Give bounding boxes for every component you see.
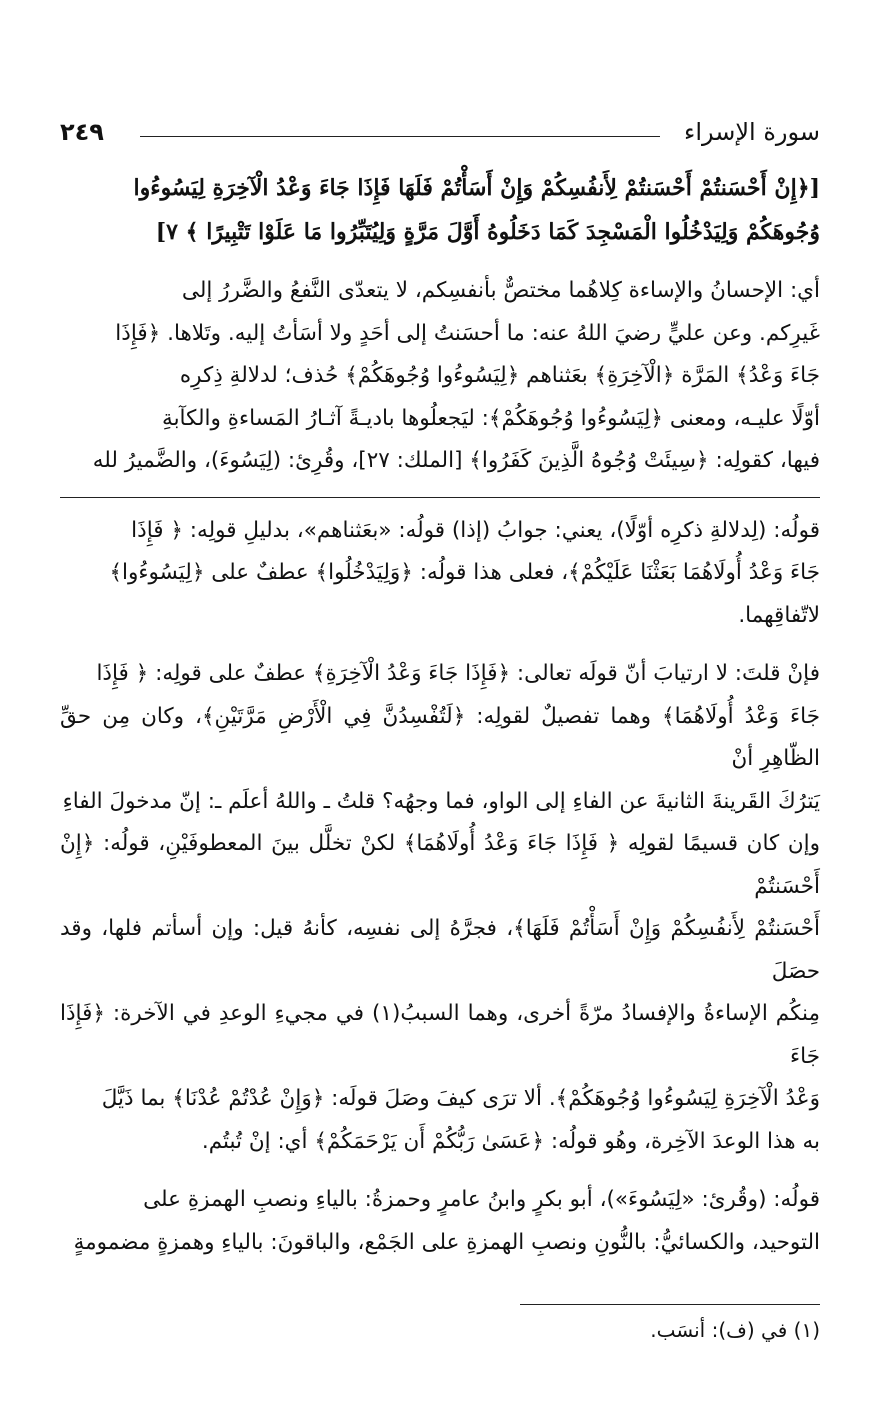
gloss-line: وَعْدُ الْآخِرَةِ لِيَسُوءُوا وُجُوهَكُمْ﴾. ألا ترَى كيفَ وصَلَ قولَه: ﴿وَإِنْ عُدْتُمْ عُدْنَا﴾ بما ذَيَّلَ: [101, 1086, 820, 1111]
gloss-line: وإن كان قسيمًا لقولِه ﴿ فَإِذَا جَاءَ وَعْدُ أُولَاهُمَا﴾ لكنْ تخلَّل بينَ المعطوفَيْنِ، قولُه: ﴿إِنْ أَحْسَنتُمْ: [60, 831, 820, 899]
footnote-rule: [520, 1304, 820, 1305]
gloss-block-1: [60, 510, 820, 638]
surah-title: سورة الإسراء: [684, 118, 820, 146]
commentary-line: أوّلًا عليـه، ومعنى ﴿لِيَسُوءُوا وُجُوهَكُمْ﴾: ليَجعلُوها باديـةً آثـارُ المَساءةِ والكآبةِ: [162, 405, 820, 431]
gloss-line: جَاءَ وَعْدُ أُولَاهُمَا بَعَثْنَا عَلَيْكُمْ﴾، فعلى هذا قولُه: ﴿وَلِيَدْخُلُوا﴾ عطفٌ على ﴿لِيَسُوءُوا﴾: [109, 560, 820, 585]
commentary-block: [60, 270, 820, 483]
page: [60, 110, 820, 1347]
gloss-block-3: [60, 1179, 820, 1264]
gloss-line: التوحيد، والكسائيُّ: بالنُّونِ ونصبِ الهمزةِ على الجَمْع، والباقونَ: بالياءِ وهمزةٍ مضمومةٍ: [73, 1229, 820, 1255]
commentary-line: غَيرِكم. وعن عليٍّ رضيَ اللهُ عنه: ما أحسَنتُ إلى أحَدٍ ولا أسَأتُ إليه. وتَلاها. ﴿فَإِذَا: [115, 320, 820, 346]
footnote: (١) في (ف): أنسَب.: [650, 1318, 820, 1342]
gloss-line: به هذا الوعدَ الآخِرة، وهُو قولُه: ﴿عَسَىٰ رَبُّكُمْ أَن يَرْحَمَكُمْ﴾ أي: إنْ تُبتُم.: [201, 1128, 820, 1154]
gloss-line: مِنكُم الإساءةُ والإفسادُ مرّةً أخرى، وهما السببُ(١) في مجيءِ الوعدِ في الآخرة: ﴿فَإِذَا جَاءَ: [60, 1001, 820, 1069]
gloss-line: أَحْسَنتُمْ لِأَنفُسِكُمْ وَإِنْ أَسَأْتُمْ فَلَهَا﴾، فجرَّهُ إلى نفسِه، كأنهُ قيل: وإن أسأتم فلها، وقد حصَلَ: [60, 916, 820, 984]
page-header: [60, 110, 820, 156]
gloss-line: جَاءَ وَعْدُ أُولَاهُمَا﴾ وهما تفصيلٌ لقولِه: ﴿لَتُفْسِدُنَّ فِي الْأَرْضِ مَرَّتَيْنِ﴾، وكان مِن حقِّ الظّاهِرِ أنْ: [60, 703, 820, 771]
verse-block: [60, 166, 820, 254]
gloss-line: يَترُكَ القَرينةَ الثانيةَ عن الفاءِ إلى الواو، فما وجهُه؟ قلتُ ـ واللهُ أعلَم ـ: إنّ مدخولَ الفاءِ: [62, 788, 820, 814]
gloss-line: قولُه: (لِدلالةِ ذكرِه أوّلًا)، يعني: جوابُ (إذا) قولُه: «بعَثناهم»، بدليلِ قولِه: ﴿ فَإِذَا: [131, 517, 820, 543]
commentary-line: فيها، كقولِه: ﴿سِيئَتْ وُجُوهُ الَّذِينَ كَفَرُوا﴾ [الملك: ٢٧]، وقُرِئ: (لِيَسُوءَ)، والضَّميرُ لله: [92, 448, 820, 473]
section-divider: [60, 497, 820, 498]
commentary-line: جَاءَ وَعْدُ﴾ المَرَّة ﴿الْآخِرَةِ﴾ بعَثناهم ﴿لِيَسُوءُوا وُجُوهَكُمْ﴾ حُذف؛ لدلالةِ ذِكرِه: [179, 363, 820, 388]
gloss-line: قولُه: (وقُرئ: «لِيَسُوءَ»)، أبو بكرٍ وابنُ عامرٍ وحمزةُ: بالياءِ ونصبِ الهمزةِ على: [143, 1187, 820, 1212]
header-rule: [140, 136, 660, 137]
verse-line: وُجُوهَكُمْ وَلِيَدْخُلُوا الْمَسْجِدَ كَمَا دَخَلُوهُ أَوَّلَ مَرَّةٍ وَلِيُتَبِّرُوا مَا عَلَوْا تَتْبِيرًا ﴾ ٧]: [155, 219, 820, 245]
page-number: ٢٤٩: [60, 118, 104, 146]
gloss-block-2: [60, 653, 820, 1163]
verse-line: [﴿إِنْ أَحْسَنتُمْ أَحْسَنتُمْ لِأَنفُسِكُمْ وَإِنْ أَسَأْتُمْ فَلَهَا فَإِذَا جَاءَ وَعْدُ الْآخِرَةِ لِيَسُوءُوا: [133, 175, 820, 201]
gloss-line: لاتّفاقِهما.: [738, 602, 820, 628]
gloss-line: فإنْ قلتَ: لا ارتيابَ أنّ قولَه تعالى: ﴿فَإِذَا جَاءَ وَعْدُ الْآخِرَةِ﴾ عطفٌ على قولِه: ﴿ فَإِذَا: [96, 661, 820, 686]
commentary-line: أي: الإحسانُ والإساءة كِلاهُما مختصٌّ بأنفسِكم، لا يتعدّى النَّفعُ والضَّررُ إلى: [181, 278, 820, 303]
